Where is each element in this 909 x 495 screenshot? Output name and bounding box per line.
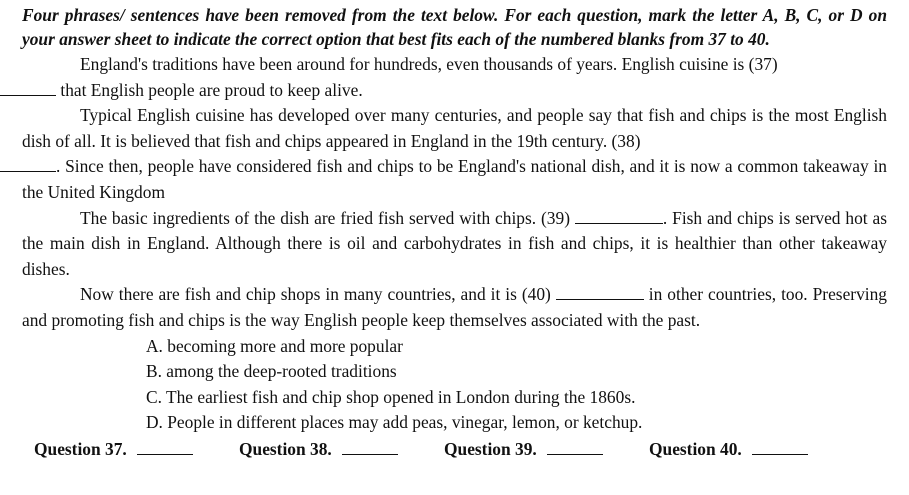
paragraph-4-part-a: Now there are fish and chip shops in many countries, and it is (40) xyxy=(80,284,551,305)
paragraph-1-part-a: England's traditions have been around for hundreds, even thousands of years. English cuisine is (37) xyxy=(80,54,778,74)
instructions: Four phrases/ sentences have been removed from the text below. For each question, mark the letter A, B, C, or D on your answer sheet to indicate the correct option that best fits each of the numbered blanks from 37 to 40. xyxy=(22,5,887,49)
question-37-label: Question 37. xyxy=(34,438,127,459)
blank-38[interactable] xyxy=(0,155,56,172)
option-d[interactable]: D. People in different places may add peas, vinegar, lemon, or ketchup. xyxy=(146,412,643,433)
paragraph-3-part-a: The basic ingredients of the dish are fried fish served with chips. (39) xyxy=(80,207,570,228)
question-37 xyxy=(34,437,239,463)
answer-blank-38[interactable] xyxy=(342,438,398,455)
answer-row xyxy=(22,437,887,463)
option-a[interactable]: A. becoming more and more popular xyxy=(146,335,403,356)
question-39 xyxy=(444,437,649,463)
answer-blank-40[interactable] xyxy=(752,438,808,455)
answer-blank-37[interactable] xyxy=(137,438,193,455)
paragraph-3 xyxy=(22,206,887,283)
blank-37[interactable] xyxy=(0,79,56,96)
answer-blank-39[interactable] xyxy=(547,438,603,455)
question-39-label: Question 39. xyxy=(444,438,537,459)
blank-39[interactable] xyxy=(575,207,663,224)
question-40-label: Question 40. xyxy=(649,438,742,459)
option-c[interactable]: C. The earliest fish and chip shop opened in London during the 1860s. xyxy=(146,386,636,407)
paragraph-2-part-a: Typical English cuisine has developed over many centuries, and people say that fish and chips is the most English dish of all. It is believed that fish and chips appeared in England in the 19th century. (38) xyxy=(22,105,887,151)
paragraph-3-part-b: . Fish and chips is served hot as the main dish in England. Although there is oil and carbohydrates in fish and chips, it is healthier than other takeaway dishes. xyxy=(22,207,888,279)
paragraph-1-part-b: that English people are proud to keep alive. xyxy=(60,79,363,100)
option-b[interactable]: B. among the deep-rooted traditions xyxy=(146,361,397,382)
paragraph-4 xyxy=(22,282,887,333)
paragraph-4-part-b: in other countries, too. Preserving and promoting fish and chips is the way English people keep themselves associated with the past. xyxy=(22,284,887,330)
paragraph-2 xyxy=(22,103,887,205)
paragraph-1 xyxy=(22,52,887,103)
options-list xyxy=(22,334,887,436)
question-38 xyxy=(239,437,444,463)
question-38-label: Question 38. xyxy=(239,438,332,459)
paragraph-2-part-b: . Since then, people have considered fish and chips to be England's national dish, and it is now a common takeaway in the United Kingdom xyxy=(22,156,887,202)
question-40 xyxy=(649,437,808,463)
blank-40[interactable] xyxy=(556,283,644,300)
